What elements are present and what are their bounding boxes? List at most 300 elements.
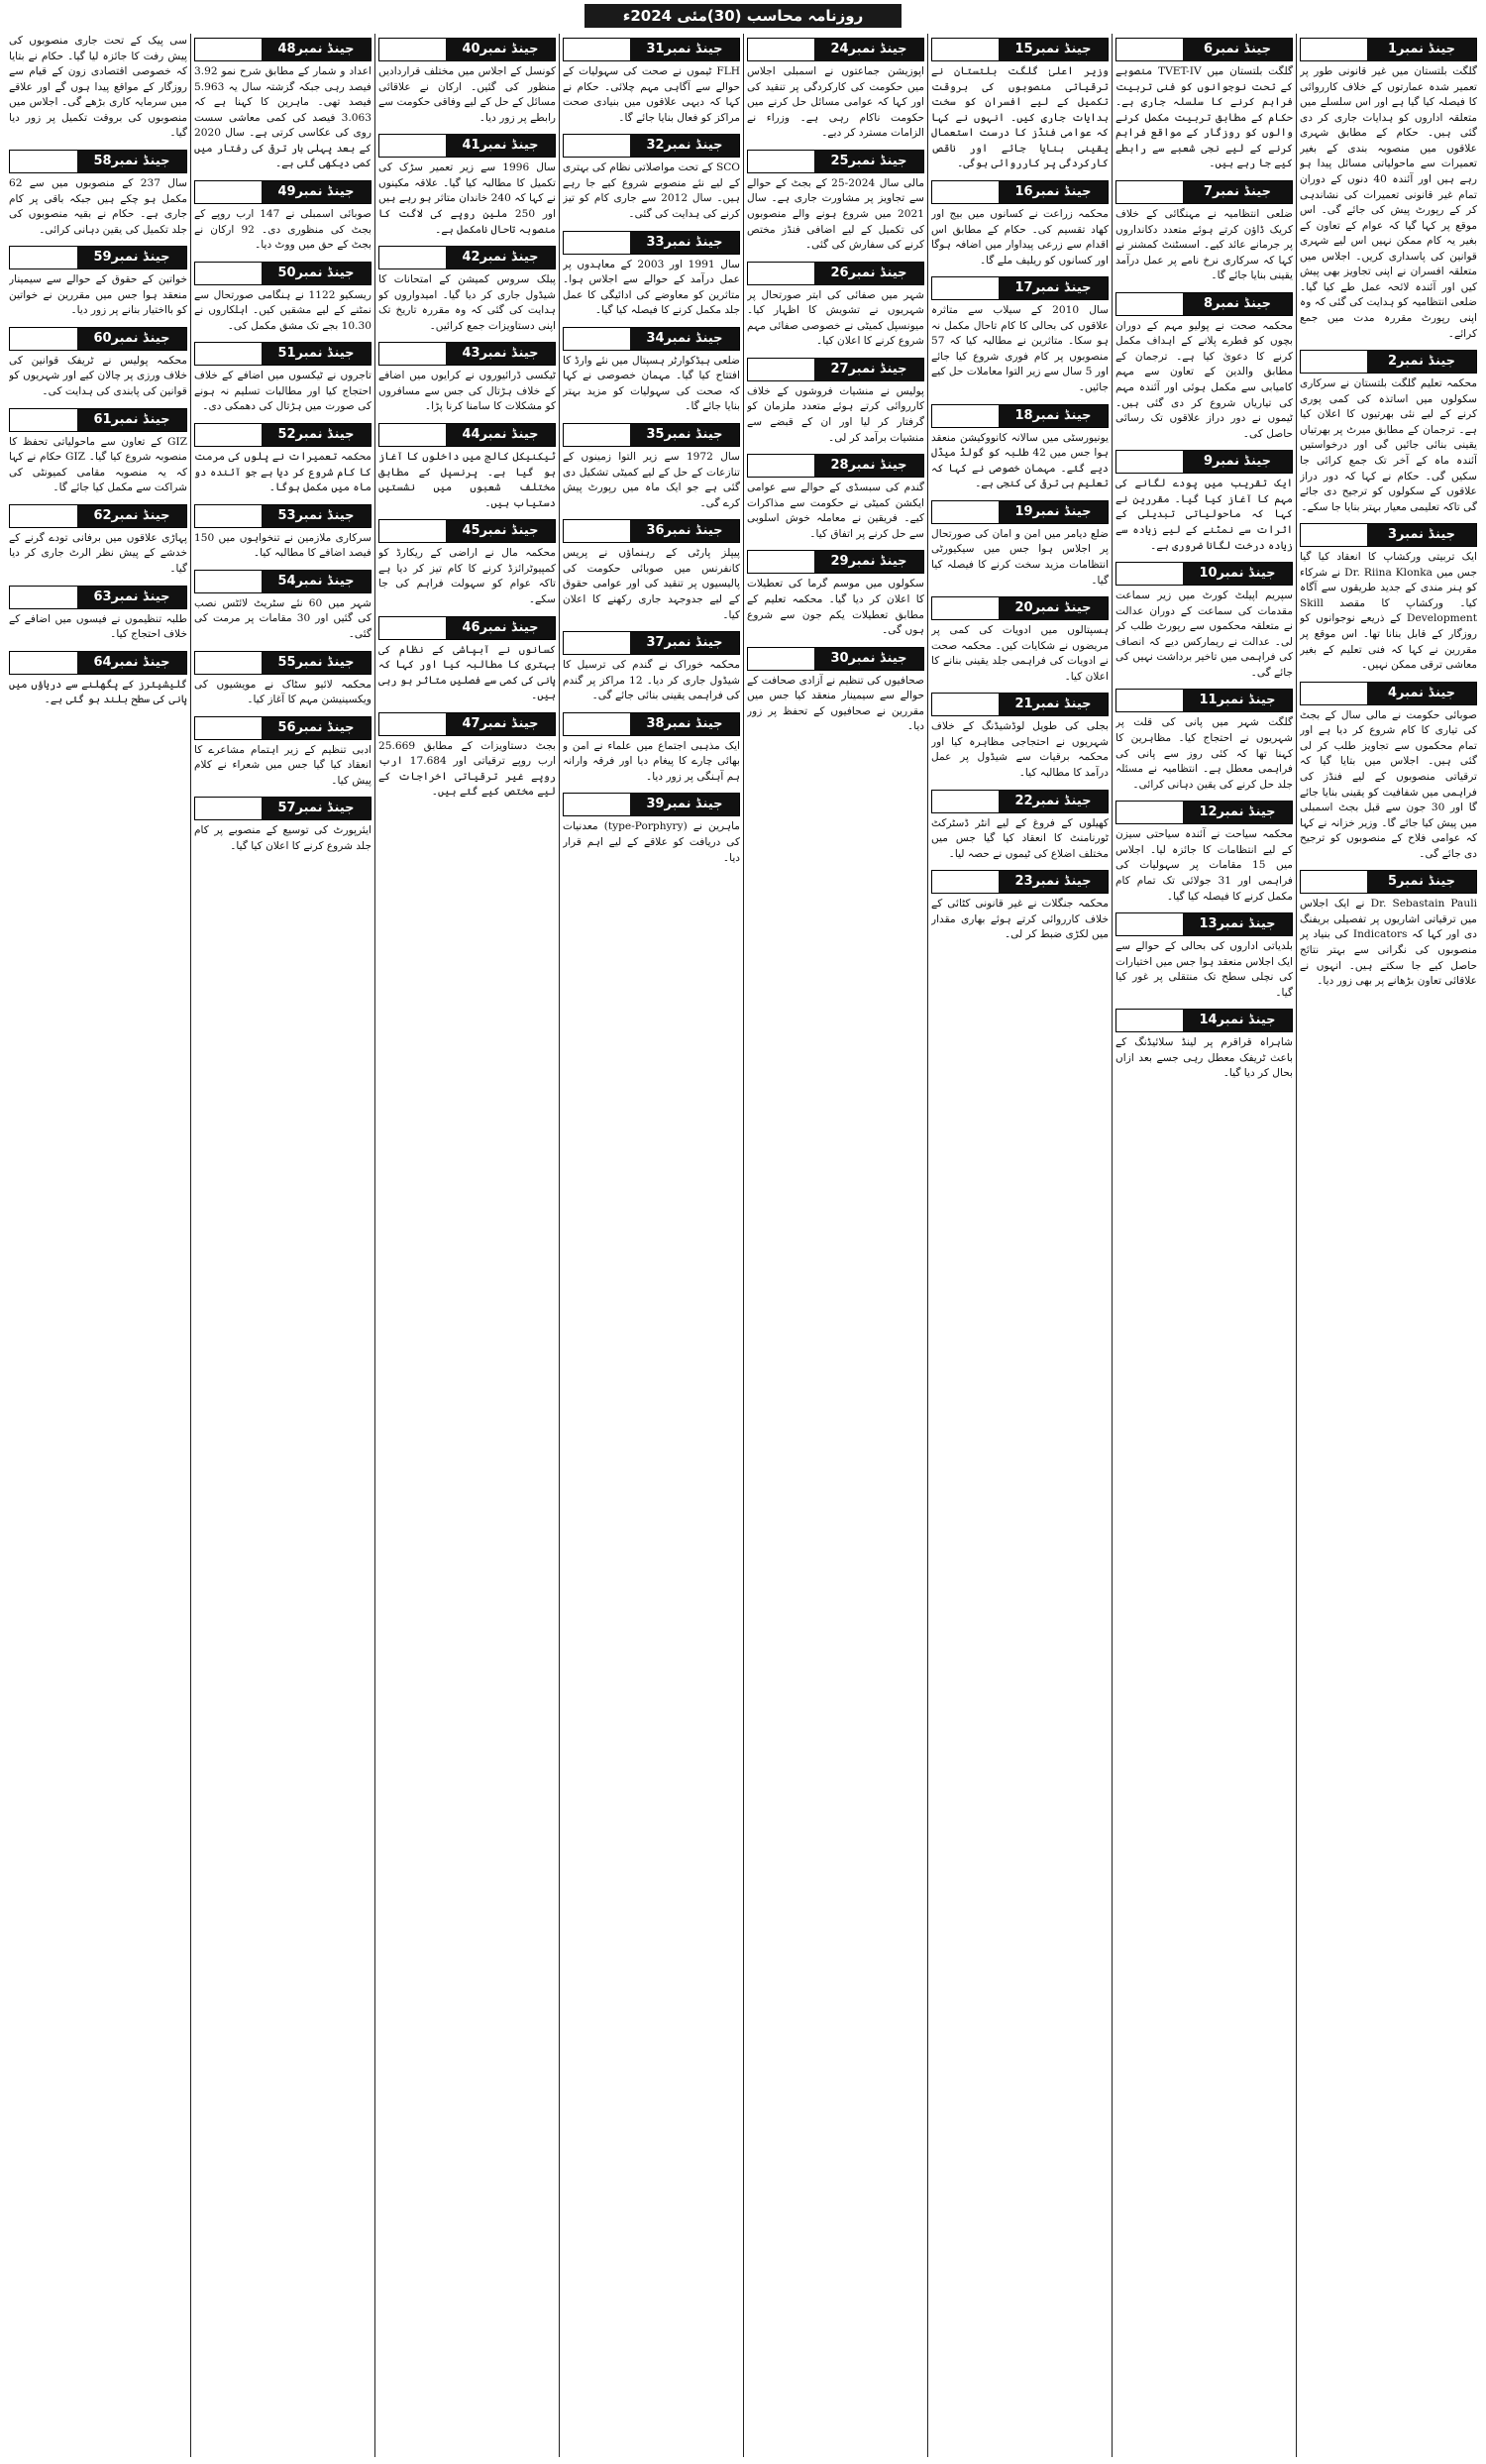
news-item: [9, 242, 187, 319]
item-body-text: ہسپتالوں میں ادویات کی کمی پر مریضوں نے شکایات کیں۔ محکمہ صحت نے ادویات کی فراہمی جلد یقینی بنانے کا اعلان کیا۔: [931, 624, 1109, 683]
item-header: [563, 38, 740, 61]
item-body-text: محکمہ سیاحت نے آئندہ سیاحتی سیزن کے لیے انتظامات کا جائزہ لیا۔ اجلاس میں 15 مقامات پر سہولیات کی فراہمی اور 31 جولائی تک تمام کام مکمل کرنے کا فیصلہ کیا گیا۔: [1115, 828, 1293, 903]
item-number-label: جینڈ نمبر51: [262, 343, 371, 365]
news-item: [1115, 288, 1293, 443]
item-body-text: گلیشیئرز کے پگھلنے سے دریاؤں میں پانی کی سطح بلند ہو گئی ہے۔: [9, 678, 187, 706]
item-header: [9, 246, 187, 269]
item-body-text: محکمہ جنگلات نے غیر قانونی کٹائی کے خلاف کارروائی کرتے ہوئے بھاری مقدار میں لکڑی ضبط کر لی۔: [931, 898, 1109, 941]
item-body-text: سال 1972 سے زیر التوا زمینوں کے تنازعات کے حل کے لیے کمیٹی تشکیل دی گئی ہے جو ایک ماہ میں رپورٹ پیش کرے گی۔: [563, 451, 740, 509]
news-item: [1300, 519, 1477, 674]
item-number-label: جینڈ نمبر35: [630, 424, 739, 446]
news-item: [9, 582, 187, 643]
header-rule: [1301, 524, 1367, 546]
item-body-text: ادبی تنظیم کے زیر اہتمام مشاعرے کا انعقاد کیا گیا جس میں شعراء نے کلام پیش کیا۔: [194, 743, 372, 787]
news-item: [1115, 34, 1293, 172]
item-number-label: جینڈ نمبر41: [446, 135, 555, 157]
header-rule: [379, 617, 446, 639]
news-item: [378, 130, 556, 238]
header-rule: [748, 39, 814, 60]
item-number-label: جینڈ نمبر10: [1183, 563, 1292, 585]
item-header: [1300, 350, 1477, 374]
header-rule: [195, 424, 262, 446]
header-rule: [1301, 39, 1367, 60]
item-body-text: شاہراہ قراقرم پر لینڈ سلائیڈنگ کے باعث ٹریفک معطل رہی جسے بعد ازاں بحال کر دیا گیا۔: [1115, 1036, 1293, 1080]
item-body-text: بلدیاتی اداروں کی بحالی کے حوالے سے ایک اجلاس منعقد ہوا جس میں اختیارات کی نچلی سطح تک منتقلی پر غور کیا گیا۔: [1115, 940, 1293, 999]
header-rule: [195, 505, 262, 527]
item-body-text: ضلعی انتظامیہ نے مہنگائی کے خلاف کریک ڈاؤن کرتے ہوئے متعدد دکانداروں پر جرمانے عائد کیے۔ اسسٹنٹ کمشنر نے کہا کہ سرکاری نرخ نامے پر عمل درآمد یقینی بنایا جائے گا۔: [1115, 207, 1293, 282]
header-rule: [1116, 802, 1183, 823]
item-body-text: پہاڑی علاقوں میں برفانی تودے گرنے کے خدشے کے پیش نظر الرٹ جاری کر دیا گیا۔: [9, 531, 187, 575]
header-rule: [748, 551, 814, 573]
item-number-label: جینڈ نمبر20: [999, 597, 1108, 619]
item-number-label: جینڈ نمبر38: [630, 713, 739, 735]
news-column: [743, 34, 927, 2457]
news-column: [1296, 34, 1480, 2457]
header-rule: [379, 424, 446, 446]
news-item: [194, 258, 372, 335]
news-item: [1115, 558, 1293, 681]
item-header: [9, 586, 187, 609]
item-number-label: جینڈ نمبر58: [77, 151, 186, 172]
news-item: [378, 34, 556, 126]
item-number-label: جینڈ نمبر29: [814, 551, 923, 573]
item-number-label: جینڈ نمبر22: [999, 791, 1108, 812]
item-header: [1115, 801, 1293, 824]
item-number-label: جینڈ نمبر28: [814, 455, 923, 477]
header-rule: [564, 713, 630, 735]
item-body-text: گلگت بلتستان میں غیر قانونی طور پر تعمیر شدہ عمارتوں کے خلاف کارروائی کا فیصلہ کیا گیا ہے اور اس سلسلے میں متعلقہ اداروں کو ہدایات جاری کر دی گئی ہیں۔ حکام کے مطابق شہری علاقوں میں منصوبہ بندی کے بغیر تعمیرات سے ماحولیاتی مسائل پیدا ہو رہے ہیں اور آئندہ 40 دنوں کے دوران تمام غیر قانونی تعمیرات کی نشاندہی کر کے رپورٹ پیش کی جائے گی۔ اس موقع پر کہا گیا کہ عوام کے تعاون کے بغیر یہ کام ممکن نہیں اس لیے شہری قوانین کی پاسداری کریں۔ اجلاس میں متعلقہ افسران نے اپنی تجاویز بھی پیش کیں اور آئندہ لائحہ عمل طے کیا گیا۔ ضلعی انتظامیہ کو ہدایت کی گئی کہ وہ اپنی رپورٹ مقررہ مدت میں جمع کرائے۔: [1300, 65, 1477, 340]
header-rule: [1116, 181, 1183, 203]
item-number-label: جینڈ نمبر8: [1183, 293, 1292, 315]
header-rule: [195, 343, 262, 365]
item-header: [747, 454, 924, 478]
item-body-text: تاجروں نے ٹیکسوں میں اضافے کے خلاف احتجاج کیا اور مطالبات تسلیم نہ ہونے کی صورت میں ہڑتال کی دھمکی دی۔: [194, 370, 372, 413]
item-header: [931, 500, 1109, 524]
header-rule: [748, 648, 814, 670]
news-item: [378, 242, 556, 334]
item-number-label: جینڈ نمبر13: [1183, 913, 1292, 935]
news-item: [9, 500, 187, 578]
news-item: [194, 34, 372, 172]
header-rule: [932, 694, 999, 715]
item-header: [194, 423, 372, 447]
header-rule: [564, 632, 630, 654]
header-rule: [564, 135, 630, 157]
item-body-text: ماہرین نے (type-Porphyry) معدنیات کی دریافت کو علاقے کے لیے اہم قرار دیا۔: [563, 820, 740, 864]
news-item: [747, 34, 924, 142]
item-body-text: ٹیکنیکل کالج میں داخلوں کا آغاز ہو گیا ہے۔ پرنسپل کے مطابق مختلف شعبوں میں نشستیں دستیاب ہیں۔: [378, 451, 556, 509]
header-rule: [564, 232, 630, 254]
header-rule: [1116, 690, 1183, 711]
item-body-text: صوبائی اسمبلی نے 147 ارب روپے کے بجٹ کی منظوری دی۔ 92 ارکان نے بجٹ کے حق میں ووٹ دیا۔: [194, 207, 372, 252]
item-header: [931, 180, 1109, 204]
item-number-label: جینڈ نمبر37: [630, 632, 739, 654]
item-header: [563, 793, 740, 816]
item-header: [194, 38, 372, 61]
item-number-label: جینڈ نمبر9: [1183, 451, 1292, 473]
item-header: [931, 870, 1109, 894]
item-header: [194, 504, 372, 528]
masthead: روزنامہ محاسب (30)مئی 2024ء: [584, 4, 902, 28]
news-item: [931, 689, 1109, 781]
item-header: [1115, 562, 1293, 586]
item-header: [194, 797, 372, 820]
item-number-label: جینڈ نمبر46: [446, 617, 555, 639]
header-rule: [748, 455, 814, 477]
news-item: [931, 866, 1109, 943]
news-item: [931, 496, 1109, 589]
item-header: [931, 790, 1109, 813]
item-header: [9, 327, 187, 351]
news-item: [1115, 1005, 1293, 1082]
news-item: [194, 500, 372, 562]
item-header: [747, 358, 924, 381]
header-rule: [932, 181, 999, 203]
news-item: [747, 643, 924, 735]
item-header: [1115, 912, 1293, 936]
item-body-text: محکمہ صحت نے پولیو مہم کے دوران بچوں کو قطرے پلانے کے اہداف مکمل کرنے کا دعویٰ کیا ہے۔ ترجمان کے مطابق والدین کے تعاون سے مہم کامیابی سے مکمل ہوئی اور آئندہ مہم کی تیاریاں شروع کر دی گئی ہیں۔ ٹیموں نے دور دراز علاقوں تک رسائی حاصل کی۔: [1115, 319, 1293, 440]
header-rule: [195, 798, 262, 819]
news-item: [194, 338, 372, 415]
item-body-text: خواتین کے حقوق کے حوالے سے سیمینار منعقد ہوا جس میں مقررین نے خواتین کو بااختیار بنانے پر زور دیا۔: [9, 273, 187, 317]
header-rule: [932, 277, 999, 299]
header-rule: [1301, 351, 1367, 373]
header-rule: [379, 520, 446, 542]
item-header: [563, 712, 740, 736]
item-number-label: جینڈ نمبر53: [262, 505, 371, 527]
item-number-label: جینڈ نمبر6: [1183, 39, 1292, 60]
item-header: [931, 404, 1109, 428]
item-number-label: جینڈ نمبر60: [77, 328, 186, 350]
news-item: [931, 400, 1109, 492]
news-item: [9, 146, 187, 238]
header-rule: [195, 181, 262, 203]
header-rule: [1116, 293, 1183, 315]
news-column: [1112, 34, 1296, 2457]
item-number-label: جینڈ نمبر2: [1367, 351, 1476, 373]
header-rule: [10, 587, 77, 608]
news-item: [1300, 678, 1477, 863]
news-item: [378, 338, 556, 415]
item-number-label: جینڈ نمبر27: [814, 359, 923, 380]
item-body-text: ایک تربیتی ورکشاپ کا انعقاد کیا گیا جس میں Dr. Riina Klonka نے شرکاء کو ہنر مندی کے جدید طریقوں سے آگاہ کیا۔ ورکشاپ کا مقصد Skill Development کے ذریعے نوجوانوں کو روزگار کے قابل بنانا تھا۔ اس موقع پر مقررین نے کہا کہ فنی تعلیم کے بغیر معاشی ترقی ممکن نہیں۔: [1300, 551, 1477, 672]
item-number-label: جینڈ نمبر47: [446, 713, 555, 735]
item-body-text: FLH ٹیموں نے صحت کی سہولیات کے حوالے سے آگاہی مہم چلائی۔ حکام نے کہا کہ دیہی علاقوں میں بنیادی صحت مراکز کو فعال بنایا جائے گا۔: [563, 65, 740, 124]
item-number-label: جینڈ نمبر63: [77, 587, 186, 608]
header-rule: [1116, 1010, 1183, 1031]
header-rule: [379, 343, 446, 365]
item-header: [1115, 292, 1293, 316]
item-header: [1300, 38, 1477, 61]
news-item: [378, 419, 556, 511]
item-number-label: جینڈ نمبر48: [262, 39, 371, 60]
news-item: [9, 323, 187, 400]
header-rule: [932, 39, 999, 60]
header-rule: [10, 505, 77, 527]
item-number-label: جینڈ نمبر1: [1367, 39, 1476, 60]
item-number-label: جینڈ نمبر5: [1367, 871, 1476, 893]
item-number-label: جینڈ نمبر16: [999, 181, 1108, 203]
item-number-label: جینڈ نمبر64: [77, 652, 186, 674]
news-item: [563, 708, 740, 786]
news-item: [747, 450, 924, 542]
news-item: [194, 647, 372, 708]
newspaper-page: [6, 34, 1480, 2457]
item-number-label: جینڈ نمبر59: [77, 247, 186, 268]
item-header: [931, 693, 1109, 716]
item-body-text: سکولوں میں موسم گرما کی تعطیلات کا اعلان کر دیا گیا۔ محکمہ تعلیم کے مطابق تعطیلات یکم جون سے شروع ہوں گی۔: [747, 578, 924, 637]
news-column: [927, 34, 1112, 2457]
news-item: [194, 419, 372, 496]
header-rule: [564, 794, 630, 815]
header-rule: [932, 791, 999, 812]
item-body-text: ضلع دیامر میں امن و امان کی صورتحال پر اجلاس ہوا جس میں سیکیورٹی انتظامات مزید سخت کرنے کا فیصلہ کیا گیا۔: [931, 527, 1109, 587]
news-item: [194, 176, 372, 254]
header-rule: [1301, 683, 1367, 704]
item-body-text: گلگت بلتستان میں TVET-IV منصوبے کے تحت نوجوانوں کو فنی تربیت فراہم کرنے کا سلسلہ جاری ہے۔ حکام کے مطابق تربیت مکمل کرنے والوں کو روزگار کے مواقع فراہم کرنے کے لیے نجی شعبے سے رابطے کیے جا رہے ہیں۔: [1115, 65, 1293, 170]
item-header: [378, 246, 556, 269]
item-header: [563, 231, 740, 255]
header-rule: [379, 135, 446, 157]
header-rule: [564, 328, 630, 350]
item-header: [378, 38, 556, 61]
item-header: [194, 716, 372, 740]
item-number-label: جینڈ نمبر15: [999, 39, 1108, 60]
item-body-text: محکمہ لائیو سٹاک نے مویشیوں کی ویکسینیشن مہم کا آغاز کیا۔: [194, 678, 372, 706]
item-header: [378, 712, 556, 736]
news-item: [563, 515, 740, 623]
item-body-text: محکمہ مال نے اراضی کے ریکارڈ کو کمپیوٹرائزڈ کرنے کا کام تیز کر دیا ہے تاکہ عوام کو سہولت فراہم کی جا سکے۔: [378, 547, 556, 605]
item-body-text: کونسل کے اجلاس میں مختلف قراردادیں منظور کی گئیں۔ ارکان نے علاقائی مسائل کے حل کے لیے وفاقی حکومت سے رابطے پر زور دیا۔: [378, 65, 556, 124]
item-number-label: جینڈ نمبر21: [999, 694, 1108, 715]
header-rule: [748, 263, 814, 284]
news-item: [563, 789, 740, 866]
item-number-label: جینڈ نمبر34: [630, 328, 739, 350]
header-rule: [932, 501, 999, 523]
news-item: [194, 793, 372, 854]
item-number-label: جینڈ نمبر62: [77, 505, 186, 527]
header-rule: [195, 263, 262, 284]
news-column: [6, 34, 190, 2457]
header-rule: [564, 520, 630, 542]
item-header: [931, 276, 1109, 300]
header-rule: [10, 652, 77, 674]
header-rule: [10, 151, 77, 172]
item-body-text: اعداد و شمار کے مطابق شرح نمو 3.92 فیصد رہی جبکہ گزشتہ سال یہ 5.963 فیصد تھی۔ ماہرین کا کہنا ہے کہ 3.063 فیصد کی کمی معاشی سست روی کی عکاسی کرتی ہے۔ سال 2020 کے بعد پہلی بار ترقی کی رفتار میں کمی دیکھی گئی ہے۔: [194, 65, 372, 170]
item-body-text: Dr. Sebastain Pauli نے ایک اجلاس میں ترقیاتی اشاریوں پر تفصیلی بریفنگ دی اور کہا کہ Indicators کی بنیاد پر منصوبوں کی نگرانی سے بہتر نتائج حاصل کیے جا سکتے ہیں۔ انہوں نے علاقائی تعاون بڑھانے پر بھی زور دیا۔: [1300, 898, 1477, 988]
item-header: [1300, 682, 1477, 705]
news-item: [931, 786, 1109, 863]
item-header: [1115, 450, 1293, 474]
item-number-label: جینڈ نمبر52: [262, 424, 371, 446]
item-header: [563, 631, 740, 655]
item-number-label: جینڈ نمبر57: [262, 798, 371, 819]
news-item: [563, 227, 740, 319]
item-number-label: جینڈ نمبر39: [630, 794, 739, 815]
item-number-label: جینڈ نمبر3: [1367, 524, 1476, 546]
item-body-text: کھیلوں کے فروغ کے لیے انٹر ڈسٹرکٹ ٹورنامنٹ کا انعقاد کیا گیا جس میں مختلف اضلاع کی ٹیموں نے حصہ لیا۔: [931, 816, 1109, 860]
header-rule: [1301, 871, 1367, 893]
header-rule: [932, 405, 999, 427]
item-body-text: ضلعی ہیڈکوارٹر ہسپتال میں نئے وارڈ کا افتتاح کیا گیا۔ مہمان خصوصی نے کہا کہ صحت کی سہولیات کو مزید بہتر بنایا جائے گا۔: [563, 354, 740, 413]
item-number-label: جینڈ نمبر12: [1183, 802, 1292, 823]
item-header: [378, 519, 556, 543]
item-number-label: جینڈ نمبر17: [999, 277, 1108, 299]
item-header: [747, 150, 924, 173]
item-header: [378, 616, 556, 640]
item-header: [563, 423, 740, 447]
item-body-text: صوبائی حکومت نے مالی سال کے بجٹ کی تیاری کا کام شروع کر دیا ہے اور تمام محکموں سے تجاویز طلب کر لی گئی ہیں۔ اجلاس میں بتایا گیا کہ ترقیاتی منصوبوں کے لیے فنڈز کی فراہمی میں شفافیت کو یقینی بنایا جائے گا اور 30 جون سے قبل بجٹ اسمبلی میں پیش کیا جائے گا۔ وزیر خزانہ نے کہا کہ عوامی فلاح کے منصوبوں کو ترجیح دی جائے گی۔: [1300, 708, 1477, 860]
news-item: [931, 176, 1109, 268]
item-body-text: صحافیوں کی تنظیم نے آزادی صحافت کے حوالے سے سیمینار منعقد کیا جس میں مقررین نے صحافیوں کے تحفظ پر زور دیا۔: [747, 674, 924, 733]
header-rule: [564, 39, 630, 60]
item-number-label: جینڈ نمبر19: [999, 501, 1108, 523]
header-rule: [195, 571, 262, 592]
item-body-text: محکمہ خوراک نے گندم کی ترسیل کا شیڈول جاری کر دیا۔ 12 مراکز پر گندم کی فراہمی یقینی بنائی جائے گی۔: [563, 659, 740, 702]
item-body-text: محکمہ پولیس نے ٹریفک قوانین کی خلاف ورزی پر چالان کیے اور شہریوں کو قوانین کی پابندی کی ہدایت کی۔: [9, 354, 187, 397]
news-item: [747, 354, 924, 446]
item-body-text: SCO کے تحت مواصلاتی نظام کی بہتری کے لیے نئے منصوبے شروع کیے جا رہے ہیں۔ سال 2012 سے جاری کام کو تیز کرنے کی ہدایت کی گئی۔: [563, 161, 740, 220]
item-body-text: ایئرپورٹ کی توسیع کے منصوبے پر کام جلد شروع کرنے کا اعلان کیا گیا۔: [194, 824, 372, 852]
item-number-label: جینڈ نمبر61: [77, 409, 186, 431]
news-item: [931, 592, 1109, 685]
item-body-text: سال 1991 اور 2003 کے معاہدوں پر عمل درآمد کے حوالے سے اجلاس ہوا۔ متاثرین کو معاوضے کی ادائیگی کا عمل جلد مکمل کرنے کا فیصلہ کیا گیا۔: [563, 258, 740, 317]
item-body-text: محکمہ زراعت نے کسانوں میں بیج اور کھاد تقسیم کی۔ حکام کے مطابق اس اقدام سے زرعی پیداوار میں اضافہ ہوگا اور کسانوں کو ریلیف ملے گا۔: [931, 207, 1109, 267]
header-rule: [10, 328, 77, 350]
item-body-text: یونیورسٹی میں سالانہ کانووکیشن منعقد ہوا جس میں 42 طلبہ کو گولڈ میڈل دیے گئے۔ مہمان خصوصی نے کہا کہ تعلیم ہی ترقی کی کنجی ہے۔: [931, 431, 1109, 490]
item-number-label: جینڈ نمبر45: [446, 520, 555, 542]
header-rule: [1116, 39, 1183, 60]
news-item: [1300, 346, 1477, 515]
item-body-text: طلبہ تنظیموں نے فیسوں میں اضافے کے خلاف احتجاج کیا۔: [9, 612, 187, 641]
item-header: [9, 651, 187, 675]
item-body-text: GIZ کے تعاون سے ماحولیاتی تحفظ کا منصوبہ شروع کیا گیا۔ GIZ حکام نے کہا کہ یہ منصوبہ مقامی کمیونٹی کی شراکت سے مکمل کیا جائے گا۔: [9, 435, 187, 494]
item-number-label: جینڈ نمبر43: [446, 343, 555, 365]
item-header: [1300, 523, 1477, 547]
item-header: [747, 647, 924, 671]
news-item: [378, 612, 556, 704]
item-body-text: پولیس نے منشیات فروشوں کے خلاف کارروائی کرتے ہوئے متعدد ملزمان کو گرفتار کر لیا اور ان کے قبضے سے منشیات برآمد کر لی۔: [747, 384, 924, 444]
item-body-text: پیپلز پارٹی کے رہنماؤں نے پریس کانفرنس میں صوبائی حکومت کی پالیسیوں پر تنقید کی اور عوامی حقوق کے لیے جدوجہد جاری رکھنے کا اعلان کیا۔: [563, 547, 740, 621]
news-item: [563, 419, 740, 511]
header-rule: [195, 39, 262, 60]
header-rule: [564, 424, 630, 446]
news-item: [1115, 685, 1293, 793]
item-header: [194, 570, 372, 593]
news-item: [9, 34, 187, 142]
item-header: [1300, 870, 1477, 894]
item-body-text: بجلی کی طویل لوڈشیڈنگ کے خلاف شہریوں نے احتجاجی مظاہرہ کیا اور محکمہ برقیات سے شیڈول پر عمل درآمد کا مطالبہ کیا۔: [931, 720, 1109, 779]
header-rule: [379, 39, 446, 60]
news-item: [378, 515, 556, 607]
item-header: [378, 134, 556, 158]
item-body-text: شہر میں 60 نئے سٹریٹ لائٹس نصب کی گئیں اور 30 مقامات پر مرمت کی گئی۔: [194, 596, 372, 640]
item-body-text: سال 1996 سے زیر تعمیر سڑک کی تکمیل کا مطالبہ کیا گیا۔ علاقہ مکینوں نے کہا کہ 240 خاندان متاثر ہو رہے ہیں اور 250 ملین روپے کی لاگت کا منصوبہ تاحال نامکمل ہے۔: [378, 161, 556, 236]
header-rule: [748, 359, 814, 380]
item-number-label: جینڈ نمبر32: [630, 135, 739, 157]
header-rule: [379, 713, 446, 735]
item-number-label: جینڈ نمبر49: [262, 181, 371, 203]
news-column: [374, 34, 559, 2457]
item-body-text: سپریم اپیلٹ کورٹ میں زیر سماعت مقدمات کی سماعت کے دوران عدالت نے متعلقہ محکموں سے رپورٹ طلب کر لی۔ عدالت نے ریمارکس دیے کہ انصاف کی فراہمی میں تاخیر برداشت نہیں کی جائے گی۔: [1115, 589, 1293, 679]
item-number-label: جینڈ نمبر18: [999, 405, 1108, 427]
news-column: [190, 34, 374, 2457]
item-body-text: محکمہ تعلیم گلگت بلتستان نے سرکاری سکولوں میں اساتذہ کی کمی پوری کرنے کے لیے نئی بھرتیوں کا اعلان کیا ہے۔ ترجمان کے مطابق میرٹ پر بھرتیاں یقینی بنائی جائیں گی اور درخواستیں آئندہ ماہ کے آخر تک جمع کرائی جا سکیں گی۔ حکام نے کہا کہ دور دراز علاقوں کے سکولوں کو ترجیح دی جائے گی تاکہ تعلیمی معیار بہتر بنایا جا سکے۔: [1300, 377, 1477, 513]
news-item: [378, 708, 556, 801]
item-number-label: جینڈ نمبر7: [1183, 181, 1292, 203]
item-body-text: گندم کی سبسڈی کے حوالے سے عوامی ایکشن کمیٹی نے حکومت سے مذاکرات کیے۔ فریقین نے معاملہ خوش اسلوبی سے حل کرنے پر اتفاق کیا۔: [747, 482, 924, 540]
item-body-text: اپوزیشن جماعتوں نے اسمبلی اجلاس میں حکومت کی کارکردگی پر تنقید کی اور کہا کہ عوامی مسائل حل کرنے میں حکومت ناکام رہی ہے۔ وزراء نے الزامات مسترد کر دیے۔: [747, 65, 924, 140]
item-number-label: جینڈ نمبر50: [262, 263, 371, 284]
item-body-text: ایک تقریب میں پودے لگانے کی مہم کا آغاز کیا گیا۔ مقررین نے کہا کہ ماحولیاتی تبدیلی کے اثرات سے نمٹنے کے لیے زیادہ سے زیادہ درخت لگانا ضروری ہے۔: [1115, 478, 1293, 552]
item-body-text: شہر میں صفائی کی ابتر صورتحال پر شہریوں نے تشویش کا اظہار کیا۔ میونسپل کمیٹی نے خصوصی صفائی مہم شروع کرنے کا اعلان کیا۔: [747, 288, 924, 348]
news-item: [563, 130, 740, 222]
item-number-label: جینڈ نمبر40: [446, 39, 555, 60]
header-rule: [1116, 451, 1183, 473]
news-item: [747, 146, 924, 254]
item-header: [1115, 689, 1293, 712]
item-body-text: مالی سال 2024-25 کے بجٹ کے حوالے سے تجاویز پر مشاورت جاری ہے۔ سال 2021 میں شروع ہونے والے منصوبوں کی تکمیل کے لیے اضافی فنڈز مختص کرنے کی سفارش کی گئی۔: [747, 176, 924, 252]
header-rule: [379, 247, 446, 268]
item-number-label: جینڈ نمبر11: [1183, 690, 1292, 711]
header-rule: [932, 871, 999, 893]
item-header: [563, 134, 740, 158]
item-header: [194, 342, 372, 366]
item-number-label: جینڈ نمبر24: [814, 39, 923, 60]
news-item: [1300, 866, 1477, 989]
item-body-text: سال 2010 کے سیلاب سے متاثرہ علاقوں کی بحالی کا کام تاحال مکمل نہ ہو سکا۔ متاثرین نے مطالبہ کیا کہ 57 منصوبوں پر کام فوری شروع کیا جائے اور 5 سال سے زیر التوا معاملات حل کیے جائیں۔: [931, 304, 1109, 393]
item-number-label: جینڈ نمبر31: [630, 39, 739, 60]
header-rule: [1116, 563, 1183, 585]
item-body-text: ایک مذہبی اجتماع میں علماء نے امن و بھائی چارے کا پیغام دیا اور فرقہ وارانہ ہم آہنگی پر زور دیا۔: [563, 739, 740, 783]
news-item: [563, 34, 740, 126]
news-item: [194, 566, 372, 643]
item-number-label: جینڈ نمبر30: [814, 648, 923, 670]
item-body-text: سرکاری ملازمین نے تنخواہوں میں 150 فیصد اضافے کا مطالبہ کیا۔: [194, 531, 372, 560]
item-header: [1115, 1009, 1293, 1032]
header-rule: [10, 409, 77, 431]
item-number-label: جینڈ نمبر36: [630, 520, 739, 542]
item-header: [194, 262, 372, 285]
item-number-label: جینڈ نمبر42: [446, 247, 555, 268]
header-rule: [932, 597, 999, 619]
header-rule: [10, 247, 77, 268]
item-header: [747, 38, 924, 61]
item-header: [378, 423, 556, 447]
item-body-text: بجٹ دستاویزات کے مطابق 25.669 ارب روپے ترقیاتی اور 17.684 ارب روپے غیر ترقیاتی اخراجات کے لیے مختص کیے گئے ہیں۔: [378, 739, 556, 799]
item-number-label: جینڈ نمبر25: [814, 151, 923, 172]
item-header: [194, 651, 372, 675]
item-number-label: جینڈ نمبر54: [262, 571, 371, 592]
header-rule: [195, 652, 262, 674]
item-body-text: ریسکیو 1122 نے ہنگامی صورتحال سے نمٹنے کے لیے مشقیں کیں۔ اہلکاروں نے 10.30 بجے تک مشق مکمل کی۔: [194, 288, 372, 332]
item-header: [1115, 38, 1293, 61]
item-body-text: ٹیکسی ڈرائیوروں نے کرایوں میں اضافے کے خلاف ہڑتال کی جس سے مسافروں کو مشکلات کا سامنا کرنا پڑا۔: [378, 370, 556, 413]
news-column: [559, 34, 743, 2457]
item-number-label: جینڈ نمبر4: [1367, 683, 1476, 704]
news-item: [747, 546, 924, 638]
header-rule: [195, 717, 262, 739]
item-body-text: محکمہ تعمیرات نے پلوں کی مرمت کا کام شروع کر دیا ہے جو آئندہ دو ماہ میں مکمل ہوگا۔: [194, 451, 372, 494]
news-item: [1115, 446, 1293, 554]
item-body-text: پبلک سروس کمیشن کے امتحانات کا شیڈول جاری کر دیا گیا۔ امیدواروں کو ہدایت کی گئی کہ وہ مقررہ تاریخ تک اپنی دستاویزات جمع کرائیں۔: [378, 273, 556, 332]
news-item: [931, 272, 1109, 395]
news-item: [9, 404, 187, 496]
item-header: [563, 519, 740, 543]
item-number-label: جینڈ نمبر26: [814, 263, 923, 284]
item-header: [931, 38, 1109, 61]
item-number-label: جینڈ نمبر14: [1183, 1010, 1292, 1031]
